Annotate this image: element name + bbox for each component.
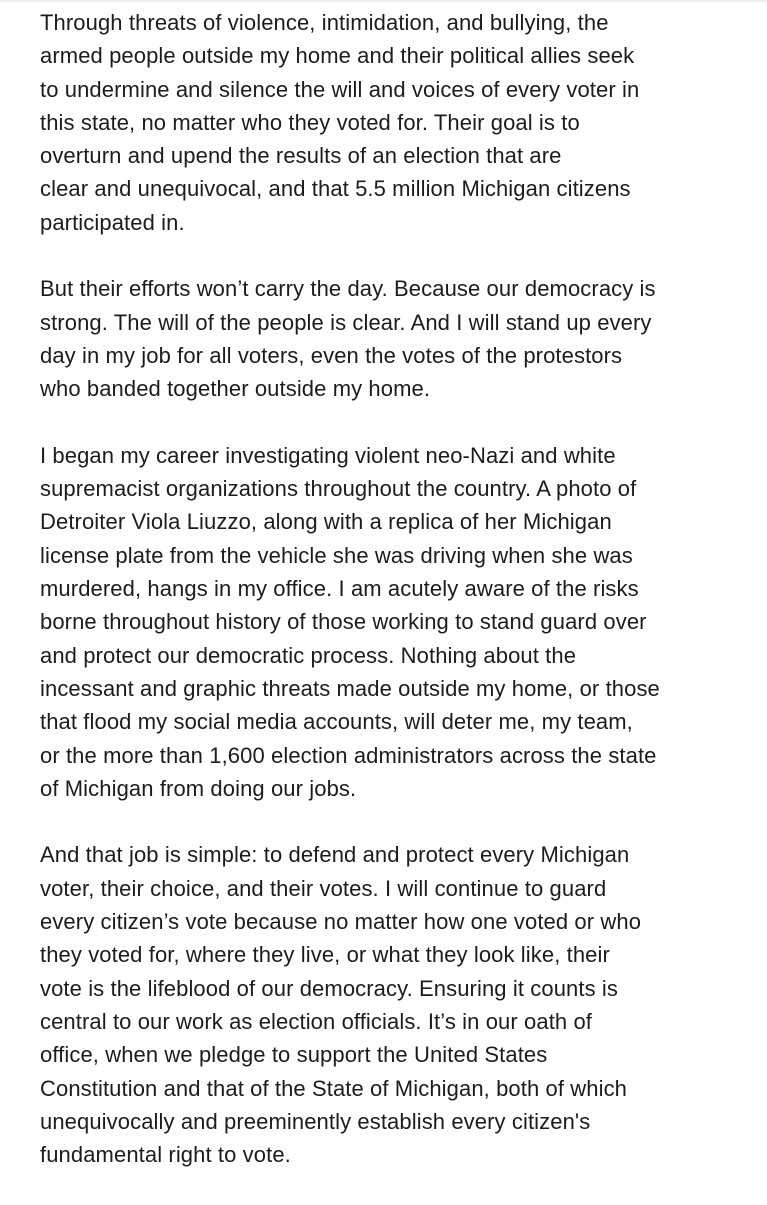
text-line: central to our work as election officials. It’s in our oath of (40, 1008, 592, 1034)
text-line: Detroiter Viola Liuzzo, along with a replica of her Michigan (40, 509, 612, 535)
text-line: strong. The will of the people is clear. And I will stand up every (40, 309, 652, 335)
text-line: clear and unequivocal, and that 5.5 million Michigan citizens (40, 176, 631, 202)
text-line: they voted for, where they live, or what they look like, their (40, 942, 610, 968)
text-line: overturn and upend the results of an election that are (40, 143, 562, 169)
text-line: And that job is simple: to defend and protect every Michigan (40, 842, 630, 868)
statement-document (40, 6, 740, 1205)
text-line: unequivocally and preeminently establish every citizen's (40, 1108, 591, 1134)
paragraph-democracy-strong (40, 272, 740, 405)
text-line: incessant and graphic threats made outside my home, or those (40, 675, 660, 701)
text-line: But their efforts won’t carry the day. Because our democracy is (40, 276, 656, 302)
paragraph-threats (40, 6, 740, 239)
text-line: office, when we pledge to support the United States (40, 1042, 548, 1068)
text-line: voter, their choice, and their votes. I will continue to guard (40, 875, 607, 901)
top-edge-shadow (0, 0, 767, 3)
text-line: to undermine and silence the will and voices of every voter in (40, 76, 640, 102)
text-line: that flood my social media accounts, will deter me, my team, (40, 709, 633, 735)
text-line: or the more than 1,600 election administrators across the state (40, 742, 657, 768)
paragraph-job-simple (40, 838, 740, 1171)
text-line: murdered, hangs in my office. I am acutely aware of the risks (40, 576, 639, 602)
text-line: license plate from the vehicle she was driving when she was (40, 542, 633, 568)
text-line: fundamental right to vote. (40, 1142, 291, 1168)
text-line: every citizen’s vote because no matter how one voted or who (40, 909, 642, 935)
text-line: I began my career investigating violent neo-Nazi and white (40, 442, 616, 468)
text-line: armed people outside my home and their political allies seek (40, 43, 635, 69)
text-line: participated in. (40, 209, 185, 235)
paragraph-career (40, 439, 740, 805)
text-line: of Michigan from doing our jobs. (40, 775, 357, 801)
text-line: who banded together outside my home. (40, 376, 431, 402)
text-line: day in my job for all voters, even the votes of the protestors (40, 342, 623, 368)
text-line: supremacist organizations throughout the country. A photo of (40, 476, 637, 502)
text-line: this state, no matter who they voted for. Their goal is to (40, 109, 580, 135)
text-line: Through threats of violence, intimidation, and bullying, the (40, 10, 609, 35)
text-line: Constitution and that of the State of Michigan, both of which (40, 1075, 628, 1101)
text-line: vote is the lifeblood of our democracy. Ensuring it counts is (40, 975, 618, 1001)
text-line: borne throughout history of those working to stand guard over (40, 609, 647, 635)
text-line: and protect our democratic process. Nothing about the (40, 642, 577, 668)
